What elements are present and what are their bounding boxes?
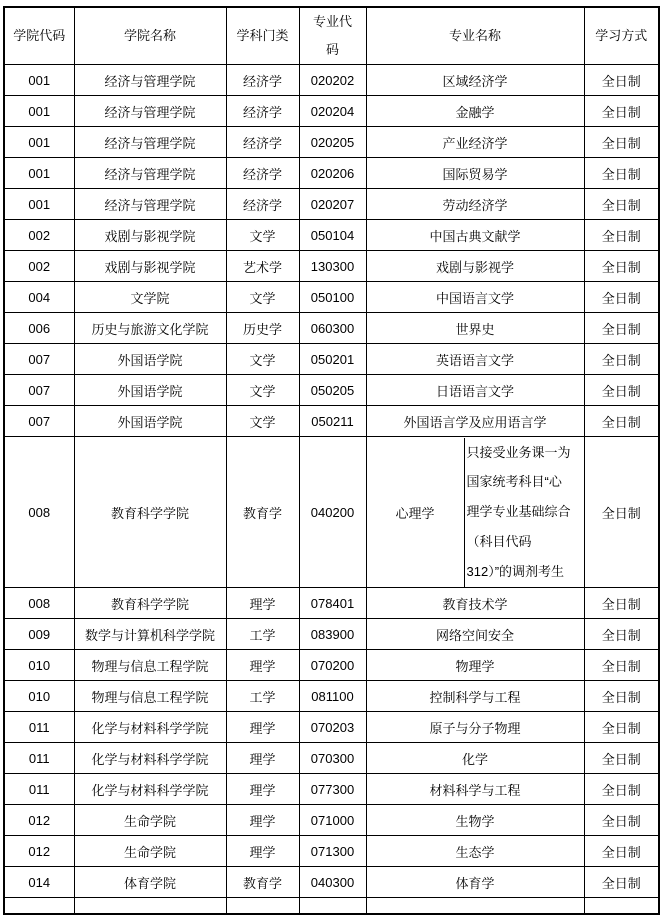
cell-major-name: 产业经济学	[366, 127, 584, 158]
cell-college-code: 006	[4, 313, 74, 344]
cell-college-code: 009	[4, 619, 74, 650]
table-row	[4, 158, 659, 189]
cell-study-mode: 全日制	[584, 650, 659, 681]
cell-college-name: 体育学院	[74, 867, 226, 898]
cell-major-name: 化学	[366, 743, 584, 774]
col-header-major-code-label: 专业代码	[312, 14, 352, 57]
table-row	[4, 712, 659, 743]
major-note-line: 只接受业务课一为	[466, 444, 571, 460]
table-row	[4, 406, 659, 437]
cell-discipline-category: 工学	[226, 681, 299, 712]
cell-major-name: 原子与分子物理	[366, 712, 584, 743]
cell-study-mode: 全日制	[584, 712, 659, 743]
cell-major-name: 戏剧与影视学	[366, 251, 584, 282]
cell-major-code: 130300	[299, 251, 366, 282]
cell-college-name: 物理与信息工程学院	[74, 681, 226, 712]
cell-discipline-category: 艺术学	[226, 251, 299, 282]
cell-college-name: 经济与管理学院	[74, 127, 226, 158]
cell-major-name: 中国语言文学	[366, 282, 584, 313]
cell-major-name	[366, 898, 584, 914]
table-row	[4, 127, 659, 158]
cell-major-code: 020207	[299, 189, 366, 220]
cell-study-mode: 全日制	[584, 189, 659, 220]
cell-discipline-category: 教育学	[226, 867, 299, 898]
cell-major-name: 生物学	[366, 805, 584, 836]
major-note	[464, 438, 584, 587]
cell-college-code: 011	[4, 743, 74, 774]
cell-study-mode: 全日制	[584, 158, 659, 189]
cell-college-name: 化学与材料科学学院	[74, 712, 226, 743]
col-header-study-mode: 学习方式	[584, 7, 659, 65]
cell-discipline-category: 理学	[226, 650, 299, 681]
cell-study-mode: 全日制	[584, 588, 659, 619]
cell-discipline-category: 理学	[226, 588, 299, 619]
cell-major-code: 077300	[299, 774, 366, 805]
cell-major-name: 教育技术学	[366, 588, 584, 619]
cell-major-name: 体育学	[366, 867, 584, 898]
table-header-row	[4, 7, 659, 65]
table-row	[4, 344, 659, 375]
cell-major-name: 控制科学与工程	[366, 681, 584, 712]
cell-college-name: 教育科学学院	[74, 437, 226, 588]
cell-discipline-category: 文学	[226, 282, 299, 313]
cell-discipline-category: 经济学	[226, 158, 299, 189]
cell-study-mode: 全日制	[584, 96, 659, 127]
cell-college-code: 002	[4, 220, 74, 251]
cell-major-name: 生态学	[366, 836, 584, 867]
cell-college-code: 007	[4, 406, 74, 437]
cell-discipline-category: 文学	[226, 375, 299, 406]
table-row	[4, 681, 659, 712]
cell-discipline-category: 经济学	[226, 189, 299, 220]
cell-study-mode: 全日制	[584, 282, 659, 313]
cell-major-code: 050201	[299, 344, 366, 375]
table-row	[4, 313, 659, 344]
admissions-table	[3, 6, 660, 915]
cell-major-name: 国际贸易学	[366, 158, 584, 189]
col-header-college-code: 学院代码	[4, 7, 74, 65]
cell-college-name: 生命学院	[74, 805, 226, 836]
cell-college-name: 历史与旅游文化学院	[74, 313, 226, 344]
table-row	[4, 743, 659, 774]
cell-study-mode: 全日制	[584, 743, 659, 774]
cell-major-code: 040300	[299, 867, 366, 898]
cell-major-name: 日语语言文学	[366, 375, 584, 406]
cell-college-name: 化学与材料科学学院	[74, 774, 226, 805]
cell-major-name: 网络空间安全	[366, 619, 584, 650]
cell-college-code: 010	[4, 650, 74, 681]
cell-college-code: 012	[4, 836, 74, 867]
cell-discipline-category: 理学	[226, 836, 299, 867]
cell-discipline-category: 工学	[226, 619, 299, 650]
table-body	[4, 65, 659, 914]
cell-study-mode: 全日制	[584, 867, 659, 898]
cell-discipline-category: 理学	[226, 805, 299, 836]
cell-study-mode: 全日制	[584, 836, 659, 867]
cell-college-code: 004	[4, 282, 74, 313]
cell-study-mode: 全日制	[584, 681, 659, 712]
cell-study-mode: 全日制	[584, 65, 659, 96]
cell-major-name: 世界史	[366, 313, 584, 344]
cell-college-name: 文学院	[74, 282, 226, 313]
cell-major-code: 050104	[299, 220, 366, 251]
table-row	[4, 220, 659, 251]
cell-college-name: 外国语学院	[74, 375, 226, 406]
cell-major-name: 劳动经济学	[366, 189, 584, 220]
major-note-line: 理学专业基础综合	[466, 504, 571, 520]
cell-major-code: 070300	[299, 743, 366, 774]
cell-college-name: 化学与材料科学学院	[74, 743, 226, 774]
table-row	[4, 867, 659, 898]
table-row	[4, 836, 659, 867]
cell-study-mode: 全日制	[584, 344, 659, 375]
table-row	[4, 375, 659, 406]
cell-college-name	[74, 898, 226, 914]
cell-college-name: 戏剧与影视学院	[74, 220, 226, 251]
table-row	[4, 96, 659, 127]
cell-major-code: 070203	[299, 712, 366, 743]
cell-major-name: 外国语言学及应用语言学	[366, 406, 584, 437]
cell-college-name: 经济与管理学院	[74, 158, 226, 189]
cell-major-code: 078401	[299, 588, 366, 619]
cell-college-code: 001	[4, 96, 74, 127]
cell-study-mode: 全日制	[584, 774, 659, 805]
cell-discipline-category: 经济学	[226, 96, 299, 127]
cell-college-code: 008	[4, 588, 74, 619]
cell-college-code: 014	[4, 867, 74, 898]
cell-college-code: 011	[4, 774, 74, 805]
major-name: 心理学	[395, 505, 435, 521]
major-name-note-wrap	[367, 438, 584, 587]
cell-major-name: 物理学	[366, 650, 584, 681]
cell-college-code	[4, 898, 74, 914]
cell-college-code: 001	[4, 189, 74, 220]
cell-college-code: 011	[4, 712, 74, 743]
table-row	[4, 65, 659, 96]
cell-college-name: 外国语学院	[74, 406, 226, 437]
col-header-discipline-category: 学科门类	[226, 7, 299, 65]
cell-college-code: 001	[4, 158, 74, 189]
cell-college-name: 外国语学院	[74, 344, 226, 375]
cell-discipline-category: 文学	[226, 220, 299, 251]
cell-study-mode: 全日制	[584, 127, 659, 158]
cell-major-code: 020205	[299, 127, 366, 158]
cell-study-mode: 全日制	[584, 437, 659, 588]
table-row	[4, 189, 659, 220]
table-row	[4, 282, 659, 313]
cell-study-mode: 全日制	[584, 406, 659, 437]
cell-college-name: 经济与管理学院	[74, 96, 226, 127]
major-note-line: （科目代码	[466, 533, 532, 549]
cell-discipline-category: 文学	[226, 344, 299, 375]
cell-major-name-with-note	[366, 437, 584, 588]
cell-discipline-category: 理学	[226, 743, 299, 774]
cell-major-name: 区域经济学	[366, 65, 584, 96]
cell-major-code: 083900	[299, 619, 366, 650]
col-header-major-code	[299, 7, 366, 65]
cell-study-mode: 全日制	[584, 220, 659, 251]
cell-study-mode: 全日制	[584, 805, 659, 836]
col-header-major-name: 专业名称	[366, 7, 584, 65]
cell-major-code: 050100	[299, 282, 366, 313]
cell-study-mode	[584, 898, 659, 914]
cell-major-code: 050211	[299, 406, 366, 437]
cell-major-code: 081100	[299, 681, 366, 712]
cell-college-name: 戏剧与影视学院	[74, 251, 226, 282]
table-row	[4, 650, 659, 681]
cell-discipline-category: 历史学	[226, 313, 299, 344]
cell-major-name: 金融学	[366, 96, 584, 127]
cell-college-code: 007	[4, 344, 74, 375]
cell-study-mode: 全日制	[584, 375, 659, 406]
cell-college-code: 012	[4, 805, 74, 836]
cell-college-code: 001	[4, 127, 74, 158]
table-row	[4, 251, 659, 282]
cell-college-name: 物理与信息工程学院	[74, 650, 226, 681]
table-row	[4, 805, 659, 836]
table-row	[4, 588, 659, 619]
cell-study-mode: 全日制	[584, 313, 659, 344]
cell-major-code: 070200	[299, 650, 366, 681]
cell-major-code: 071300	[299, 836, 366, 867]
cell-discipline-category: 经济学	[226, 127, 299, 158]
major-note-line: 312）”的调剂考生	[466, 563, 565, 579]
cell-study-mode: 全日制	[584, 619, 659, 650]
cell-major-name: 中国古典文献学	[366, 220, 584, 251]
cell-study-mode: 全日制	[584, 251, 659, 282]
cell-college-name: 经济与管理学院	[74, 65, 226, 96]
cell-discipline-category: 理学	[226, 712, 299, 743]
cell-discipline-category: 经济学	[226, 65, 299, 96]
cell-college-code: 001	[4, 65, 74, 96]
cell-college-name: 经济与管理学院	[74, 189, 226, 220]
col-header-college-name: 学院名称	[74, 7, 226, 65]
cell-college-code: 007	[4, 375, 74, 406]
cell-discipline-category: 教育学	[226, 437, 299, 588]
cell-discipline-category	[226, 898, 299, 914]
cell-college-name: 数学与计算机科学学院	[74, 619, 226, 650]
cell-college-name: 教育科学学院	[74, 588, 226, 619]
cell-major-name: 材料科学与工程	[366, 774, 584, 805]
cell-major-name: 英语语言文学	[366, 344, 584, 375]
table-row	[4, 619, 659, 650]
cell-major-code: 020202	[299, 65, 366, 96]
cell-college-code: 010	[4, 681, 74, 712]
cell-discipline-category: 文学	[226, 406, 299, 437]
table-row-partial	[4, 898, 659, 914]
major-note-line: 国家统考科目“心	[466, 474, 562, 490]
cell-discipline-category: 理学	[226, 774, 299, 805]
cell-major-code	[299, 898, 366, 914]
table-row	[4, 774, 659, 805]
table-row	[4, 437, 659, 588]
cell-college-name: 生命学院	[74, 836, 226, 867]
cell-major-code: 040200	[299, 437, 366, 588]
cell-major-code: 050205	[299, 375, 366, 406]
cell-college-code: 008	[4, 437, 74, 588]
cell-college-code: 002	[4, 251, 74, 282]
cell-major-code: 020206	[299, 158, 366, 189]
cell-major-code: 020204	[299, 96, 366, 127]
cell-major-code: 060300	[299, 313, 366, 344]
cell-major-code: 071000	[299, 805, 366, 836]
table-header	[4, 7, 659, 65]
